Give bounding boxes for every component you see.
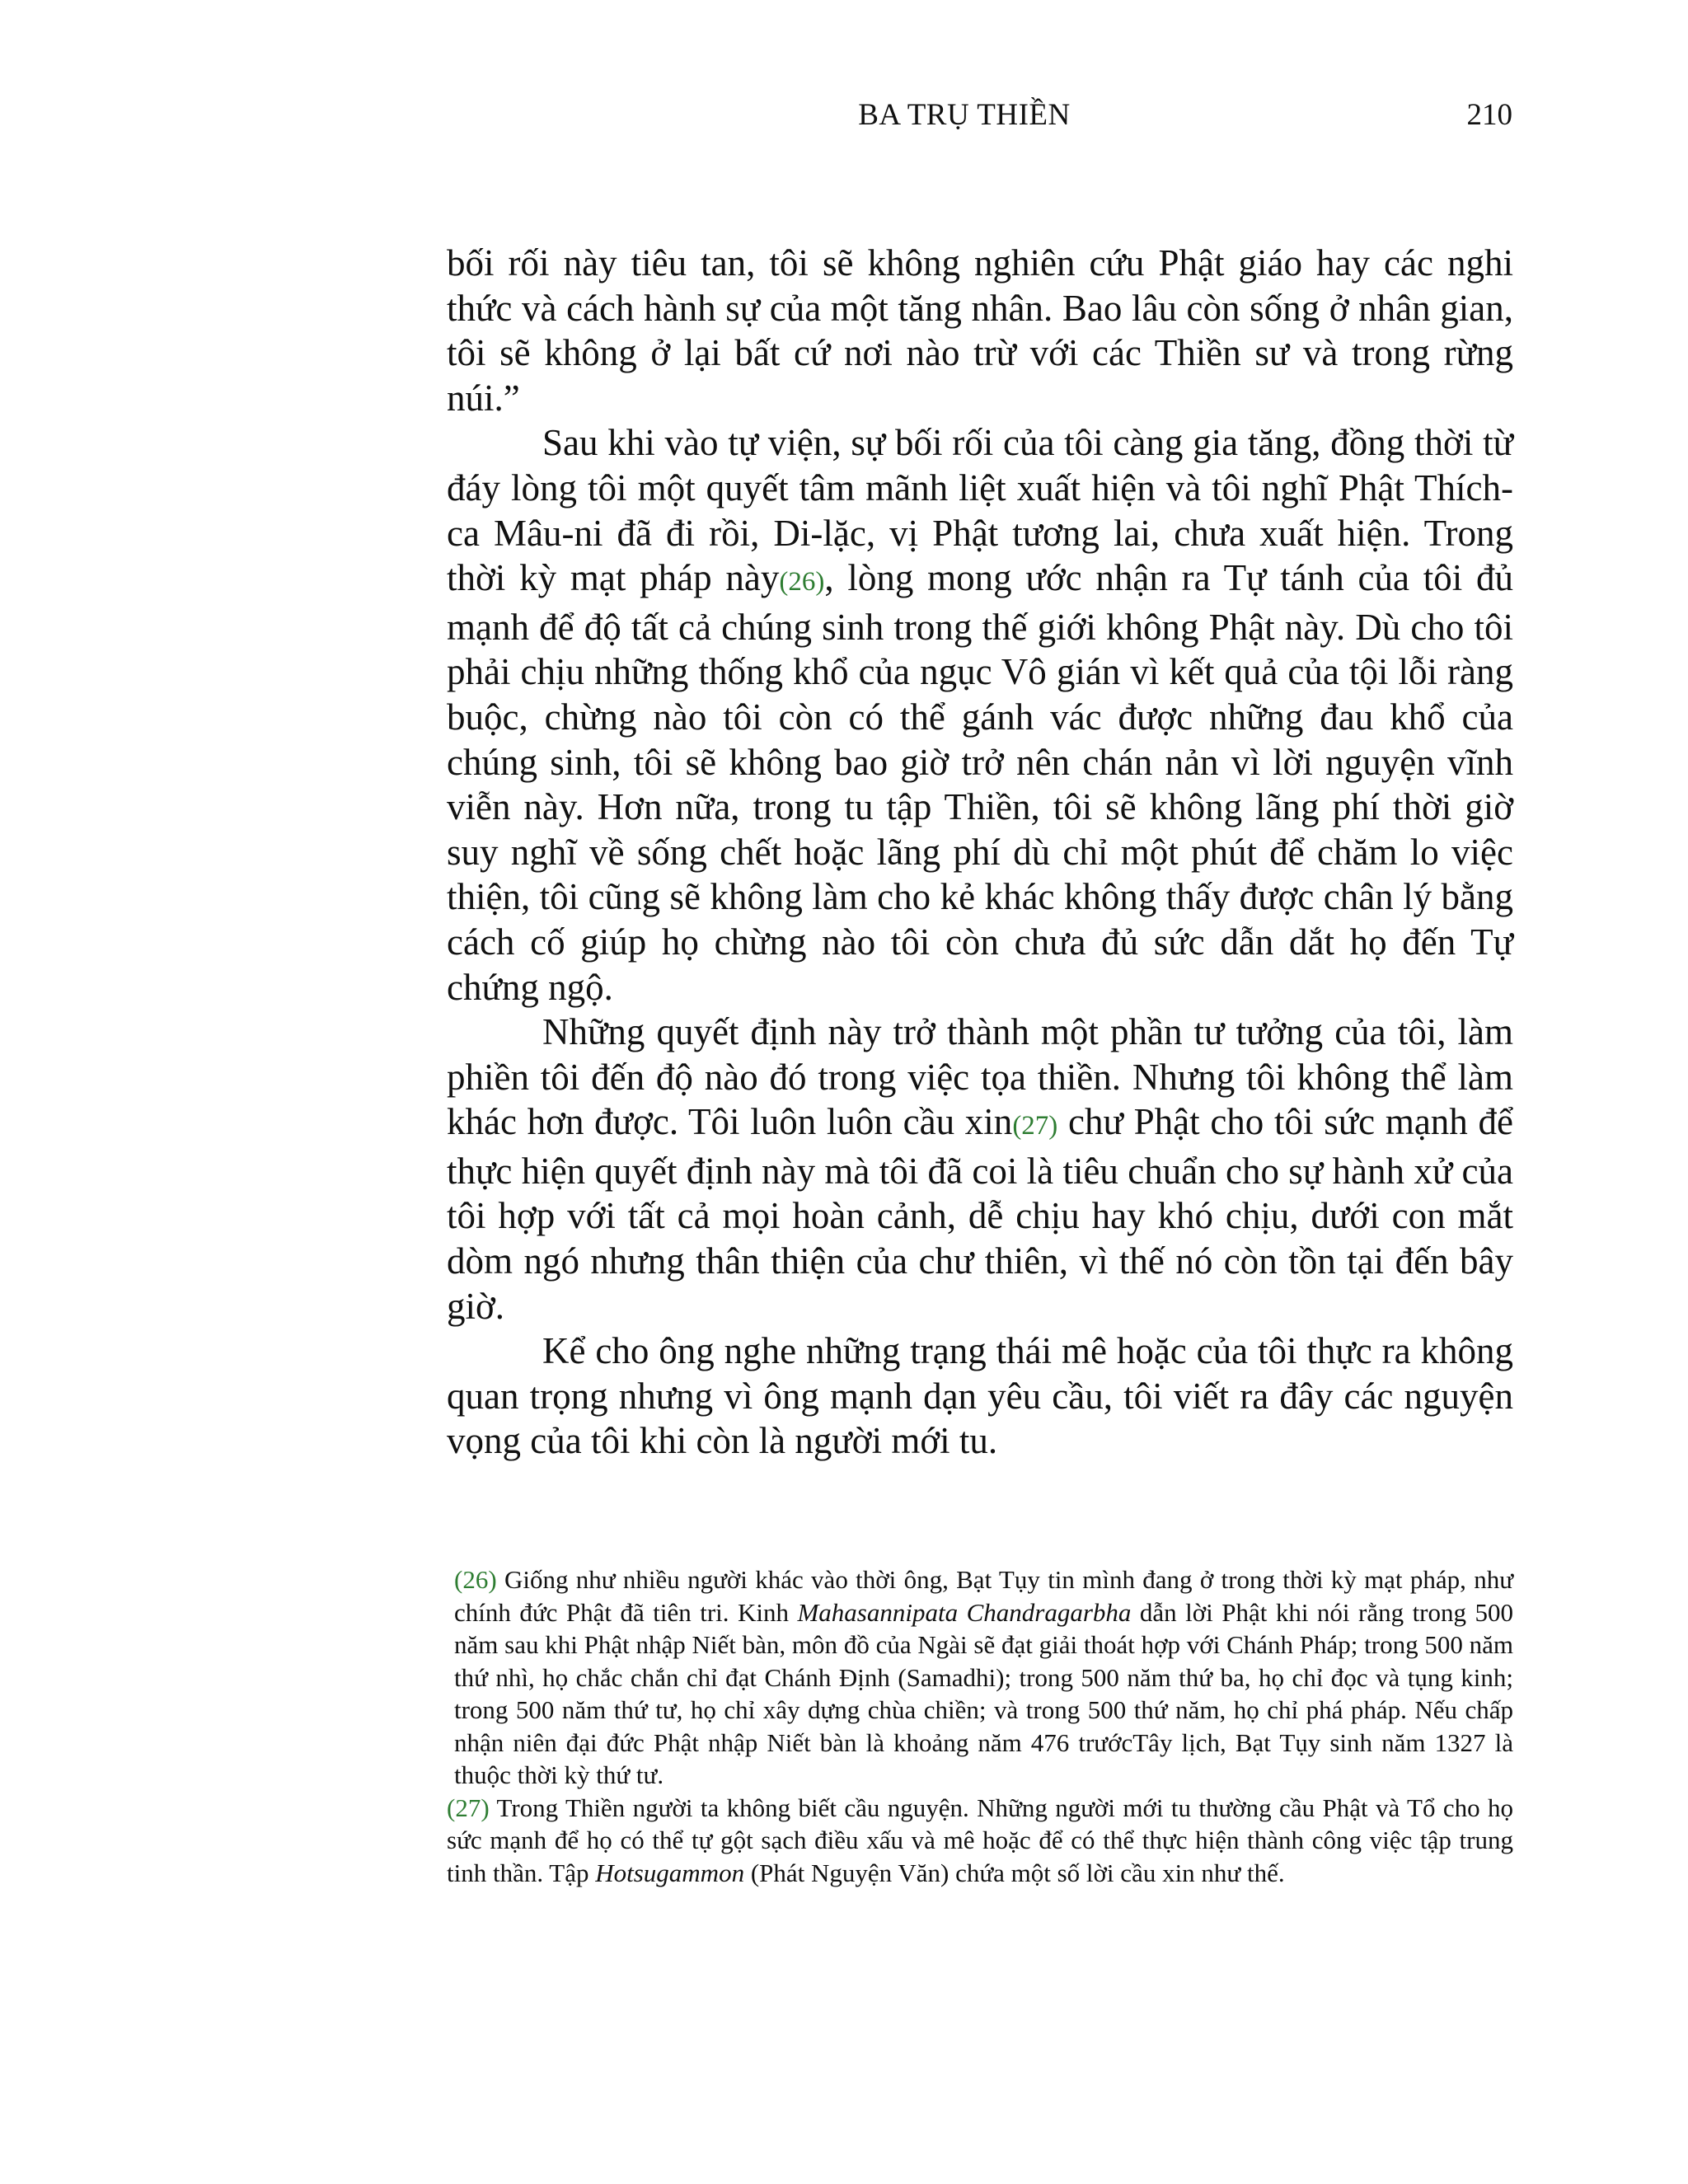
paragraph-1: bối rối này tiêu tan, tôi sẽ không nghiên cứu Phật giáo hay các nghi thức và cách hành sự của một tăng nhân. Bao lâu còn sống ở nhân gian, tôi sẽ không ở lại bất cứ nơi nào trừ với các Thiền sư và trong rừng núi.” [447,242,1513,419]
footnote-26-text-b: dẫn lời Phật khi nói rằng trong 500 năm sau khi Phật nhập Niết bàn, môn đồ của Ngài sẽ đạt giải thoát hợp với Chánh Pháp; trong 500 năm thứ nhì, họ chắc chắn chỉ đạt Chánh Định (Samadhi); trong 500 năm thứ ba, họ chỉ đọc và tụng kinh; trong 500 năm thứ tư, họ chỉ xây dựng chùa chiền; và trong 500 thứ năm, họ chỉ phá pháp. Nếu chấp nhận niên đại đức Phật nhập Niết bàn là khoảng năm 476 trướcTây lịch, Bạt Tụy sinh năm 1327 là thuộc thời kỳ thứ tư. [454,1597,1513,1789]
page-number: 210 [1466,98,1512,132]
footnote-ref-26[interactable]: (26) [779,567,825,598]
paragraph-3 [447,1010,1513,1329]
footnote-27-number: (27) [447,1793,490,1822]
running-title: BA TRỤ THIỀN [858,98,1071,132]
footnote-27-title: Hotsugammon [595,1858,745,1887]
footnote-26-number: (26) [454,1565,497,1594]
footnote-26-title: Mahasannipata Chandragarbha [797,1597,1132,1627]
paragraph-4: Kể cho ông nghe những trạng thái mê hoặc của tôi thực ra không quan trọng nhưng vì ông mạnh dạn yêu cầu, tôi viết ra đây các nguyện vọng của tôi khi còn là người mới tu. [447,1330,1513,1462]
footnote-27 [447,1792,1513,1890]
main-text [447,241,1513,1464]
footnote-27-text-a: Trong Thiền người ta không biết cầu nguyện. Những người mới tu thường cầu Phật và Tổ cho họ sức mạnh để họ có thể tự gột sạch điều xấu và mê hoặc để có thể thực hiện thành công việc tập trung tinh thần. Tập [447,1793,1513,1887]
paragraph-2 [447,420,1513,1010]
footnote-26 [447,1563,1513,1792]
paragraph-2-text-b: , lòng mong ước nhận ra Tự tánh của tôi đủ mạnh để độ tất cả chúng sinh trong thế giới không Phật này. Dù cho tôi phải chịu những thống khổ của ngục Vô gián vì kết quả của tội lỗi ràng buộc, chừng nào tôi còn có thể gánh vác được những đau khổ của chúng sinh, tôi sẽ không bao giờ trở nên chán nản vì lời nguyện vĩnh viễn này. Hơn nữa, trong tu tập Thiền, tôi sẽ không lãng phí thời giờ suy nghĩ về sống chết hoặc lãng phí dù chỉ một phút để chăm lo việc thiện, tôi cũng sẽ không làm cho kẻ khác không thấy được chân lý bằng cách cố giúp họ chừng nào tôi còn chưa đủ sức dẫn dắt họ đến Tự chứng ngộ. [447,557,1513,1008]
footnotes [447,1563,1513,1889]
paragraph-3-text-a: Những quyết định này trở thành một phần tư tưởng của tôi, làm phiền tôi đến độ nào đó trong việc tọa thiền. Nhưng tôi không thể làm khác hơn được. Tôi luôn luôn cầu xin [447,1011,1513,1143]
footnote-ref-27[interactable]: (27) [1012,1111,1058,1141]
paragraph-3-text-b: chư Phật cho tôi sức mạnh để thực hiện quyết định này mà tôi đã coi là tiêu chuẩn cho sự hành xử của tôi hợp với tất cả mọi hoàn cảnh, dễ chịu hay khó chịu, dưới con mắt dòm ngó nhưng thân thiện của chư thiên, vì thế nó còn tồn tại đến bây giờ. [447,1101,1513,1327]
paragraph-2-text-a: Sau khi vào tự viện, sự bối rối của tôi càng gia tăng, đồng thời từ đáy lòng tôi một quyết tâm mãnh liệt xuất hiện và tôi nghĩ Phật Thích-ca Mâu-ni đã đi rồi, Di-lặc, vị Phật tương lai, chưa xuất hiện. Trong thời kỳ mạt pháp này [447,422,1513,599]
footnote-27-text-b: (Phát Nguyện Văn) chứa một số lời cầu xin như thế. [744,1858,1285,1887]
footnote-26-text-a: Giống như nhiều người khác vào thời ông, Bạt Tụy tin mình đang ở trong thời kỳ mạt pháp, như chính đức Phật đã tiên tri. Kinh [454,1565,1513,1627]
